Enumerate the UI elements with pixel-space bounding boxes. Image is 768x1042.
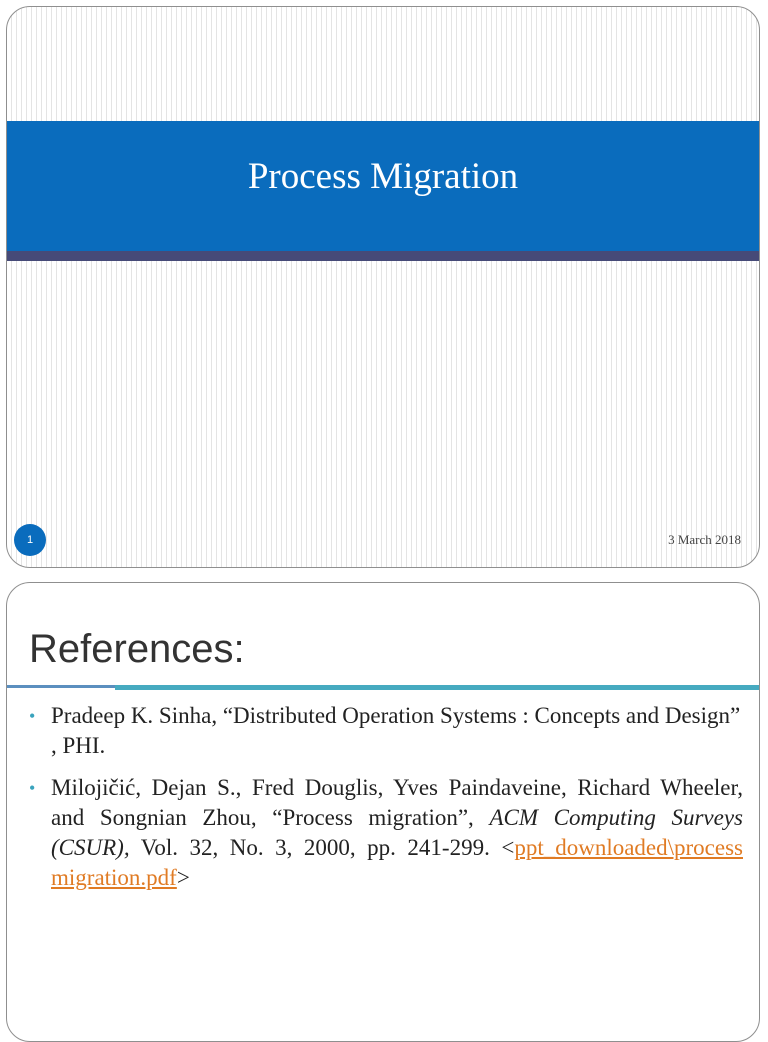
reference-journal: ACM Computing Surveys (CSUR),: [51, 805, 744, 860]
references-heading: References:: [29, 627, 245, 671]
title-band: [7, 121, 759, 251]
slide-number-badge: 1: [14, 524, 46, 556]
slide-date: 3 March 2018: [668, 532, 741, 547]
reference-item: [29, 701, 743, 761]
slide-references: [6, 582, 760, 1042]
reference-details: Vol. 32, No. 3, 2000, pp. 241-299. <: [140, 835, 515, 860]
link-closing: >: [176, 865, 190, 890]
title-stripe: [7, 251, 759, 261]
reference-authors: Milojičić, Dejan S., Fred Douglis, Yves Paindaveine, Richard Wheeler, and Songnian Zhou, “Process migration”,: [51, 775, 743, 830]
bullet-icon: •: [29, 706, 36, 726]
reference-item: [29, 773, 743, 893]
heading-rule-left: [7, 685, 115, 688]
slide-title-text: Process Migration: [247, 155, 519, 197]
reference-text: Pradeep K. Sinha, “Distributed Operation Systems : Concepts and Design” , PHI.: [51, 703, 741, 758]
bullet-icon: •: [29, 778, 36, 798]
heading-rule-right: [115, 685, 759, 690]
slide-title: [6, 6, 760, 568]
references-list: [29, 701, 743, 905]
pdf-link[interactable]: ppt_downloaded\process migration.pdf: [51, 835, 743, 890]
